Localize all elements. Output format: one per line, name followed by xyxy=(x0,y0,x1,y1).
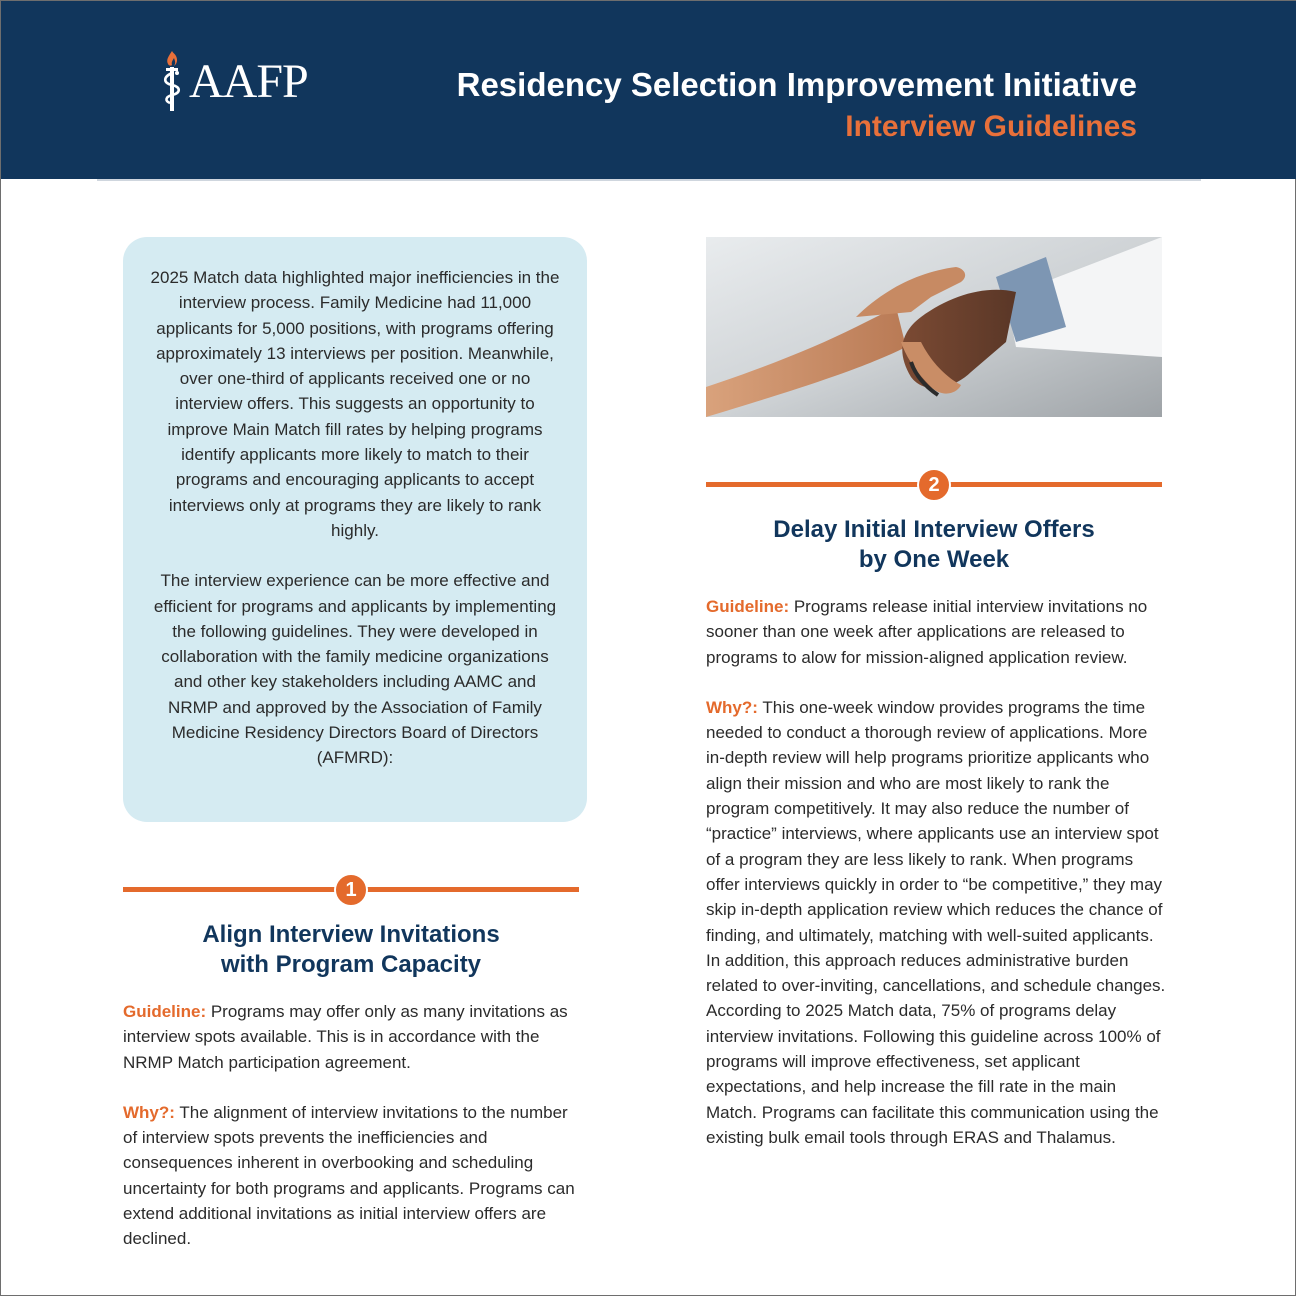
section-2-body xyxy=(706,594,1166,1175)
section-2-why xyxy=(706,695,1166,1150)
page-title: Residency Selection Improvement Initiative xyxy=(456,66,1137,103)
section-1-why-text: The alignment of interview invitations to the number of interview spots prevents the inefficiencies and consequences inherent in overbooking and scheduling uncertainty for both programs and applicants. Programs can extend additional invitations as initial interview offers are declined. xyxy=(123,1102,575,1249)
header-banner xyxy=(1,1,1296,179)
section-1-why-label: Why?: xyxy=(123,1102,175,1122)
section-2-why-label: Why?: xyxy=(706,697,758,717)
section-1-guideline-label: Guideline: xyxy=(123,1002,207,1021)
header-divider xyxy=(97,179,1201,181)
section-2-guideline-text: Programs release initial interview invitations no sooner than one week after applications are released to programs to alow for mission-aligned application review. xyxy=(706,597,1148,667)
section-1-number-badge: 1 xyxy=(334,873,368,907)
section-2-guideline-label: Guideline: xyxy=(706,597,790,616)
section-2-heading-line-2: by One Week xyxy=(858,546,1010,573)
intro-box xyxy=(123,237,587,822)
handshake-photo xyxy=(706,237,1162,417)
section-2-why-text: This one-week window provides programs the time needed to conduct a thorough review of applications. More in-depth review will help programs prioritize applicants who align their mission and who are most likely to rank the program competitively. It may also reduce the number of “practice” interviews, where applicants use an interview spot of a program they are less likely to rank. When programs offer interviews quickly in order to “be competitive,” they may skip in-depth application review which reduces the chance of finding, and ultimately, matching with well-suited applicants. In addition, this approach reduces administrative burden related to over-inviting, cancellations, and schedule changes. According to 2025 Match data, 75% of programs delay interview invitations. Following this guideline across 100% of programs will improve effectiveness, set applicant expectations, and help increase the fill rate in the main Match. Programs can facilitate this communication using the existing bulk email tools through ERAS and Thalamus. xyxy=(706,697,1166,1147)
section-2-guideline xyxy=(706,594,1166,670)
intro-paragraph-1: 2025 Match data highlighted major inefficiencies in the interview process. Family Medicine had 11,000 applicants for 5,000 positions, with programs offering approximately 13 interviews per position. Meanwhile, over one-third of applicants received one or no interview offers. This suggests an opportunity to improve Main Match fill rates by helping programs identify applicants more likely to match to their programs and encouraging applicants to accept interviews only at programs they are likely to rank highly. xyxy=(150,268,560,540)
section-1-body xyxy=(123,999,585,1277)
intro-paragraph-2: The interview experience can be more effective and efficient for programs and applicants by implementing the following guidelines. They were developed in collaboration with the family medicine organizations and other key stakeholders including AAMC and NRMP and approved by the Association of Family Medicine Residency Directors Board of Directors (AFMRD): xyxy=(153,571,557,768)
section-1-guideline-text: Programs may offer only as many invitations as interview spots available. This is in accordance with the NRMP Match participation agreement. xyxy=(123,1002,568,1072)
page-subtitle: Interview Guidelines xyxy=(845,110,1137,143)
section-2-number-badge: 2 xyxy=(917,468,951,502)
section-1-heading-line-2: with Program Capacity xyxy=(220,951,482,978)
section-2-heading xyxy=(706,515,1162,575)
torch-icon xyxy=(159,49,185,115)
aafp-logo[interactable] xyxy=(159,47,308,117)
section-1-guideline xyxy=(123,999,585,1075)
section-1-heading-line-1: Align Interview Invitations xyxy=(202,921,500,948)
section-2-heading-line-1: Delay Initial Interview Offers xyxy=(773,516,1095,543)
section-1-why xyxy=(123,1100,585,1252)
section-1-heading xyxy=(123,920,579,980)
logo-wordmark: AAFP xyxy=(189,55,308,108)
